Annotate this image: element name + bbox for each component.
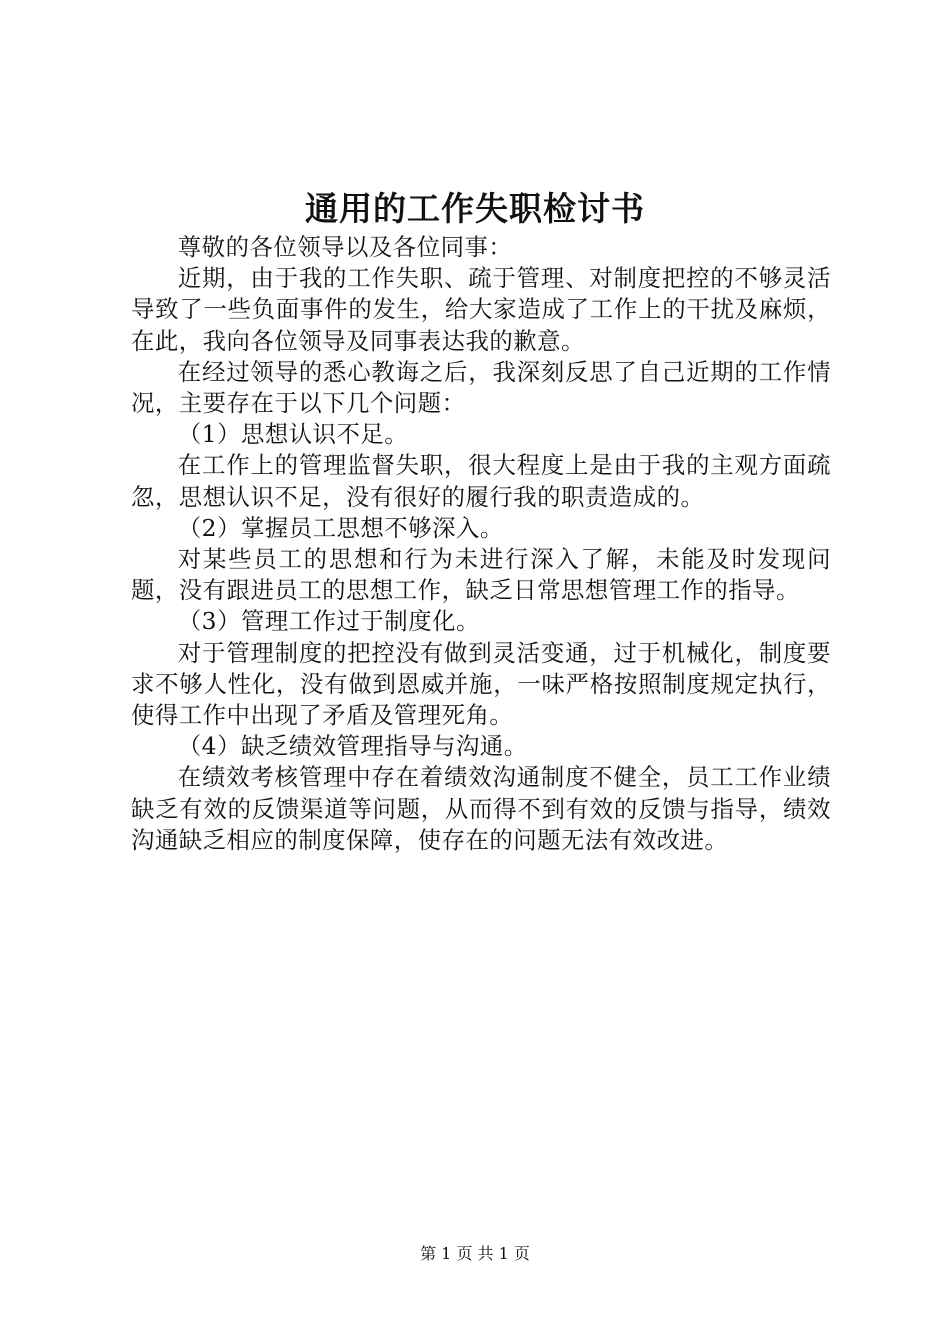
body-paragraph: 对于管理制度的把控没有做到灵活变通，过于机械化，制度要求不够人性化，没有做到恩威并施，一味严格按照制度规定执行，使得工作中出现了矛盾及管理死角。 bbox=[131, 638, 831, 730]
section-heading: （1）思想认识不足。 bbox=[177, 420, 409, 449]
body-paragraph: 在工作上的管理监督失职，很大程度上是由于我的主观方面疏忽，思想认识不足，没有很好的履行我的职责造成的。 bbox=[131, 451, 831, 511]
body-paragraph: 在绩效考核管理中存在着绩效沟通制度不健全，员工工作业绩缺乏有效的反馈渠道等问题，从而得不到有效的反馈与指导，绩效沟通缺乏相应的制度保障，使存在的问题无法有效改进。 bbox=[131, 763, 831, 854]
body-paragraph: 对某些员工的思想和行为未进行深入了解，未能及时发现问题，没有跟进员工的思想工作，缺乏日常思想管理工作的指导。 bbox=[131, 545, 831, 605]
document-title: 通用的工作失职检讨书 bbox=[305, 189, 645, 228]
salutation: 尊敬的各位领导以及各位同事： bbox=[177, 233, 513, 261]
body-paragraph: 近期，由于我的工作失职、疏于管理、对制度把控的不够灵活导致了一些负面事件的发生，给大家造成了工作上的干扰及麻烦，在此，我向各位领导及同事表达我的歉意。 bbox=[131, 264, 831, 355]
page-footer: 第 1 页 共 1 页 bbox=[420, 1244, 530, 1263]
section-heading: （4）缺乏绩效管理指导与沟通。 bbox=[177, 732, 528, 761]
body-paragraph: 在经过领导的悉心教诲之后，我深刻反思了自己近期的工作情况，主要存在于以下几个问题： bbox=[131, 357, 831, 418]
document-body bbox=[131, 232, 831, 856]
section-heading: （2）掌握员工思想不够深入。 bbox=[177, 513, 504, 542]
section-heading: （3）管理工作过于制度化。 bbox=[177, 607, 480, 636]
